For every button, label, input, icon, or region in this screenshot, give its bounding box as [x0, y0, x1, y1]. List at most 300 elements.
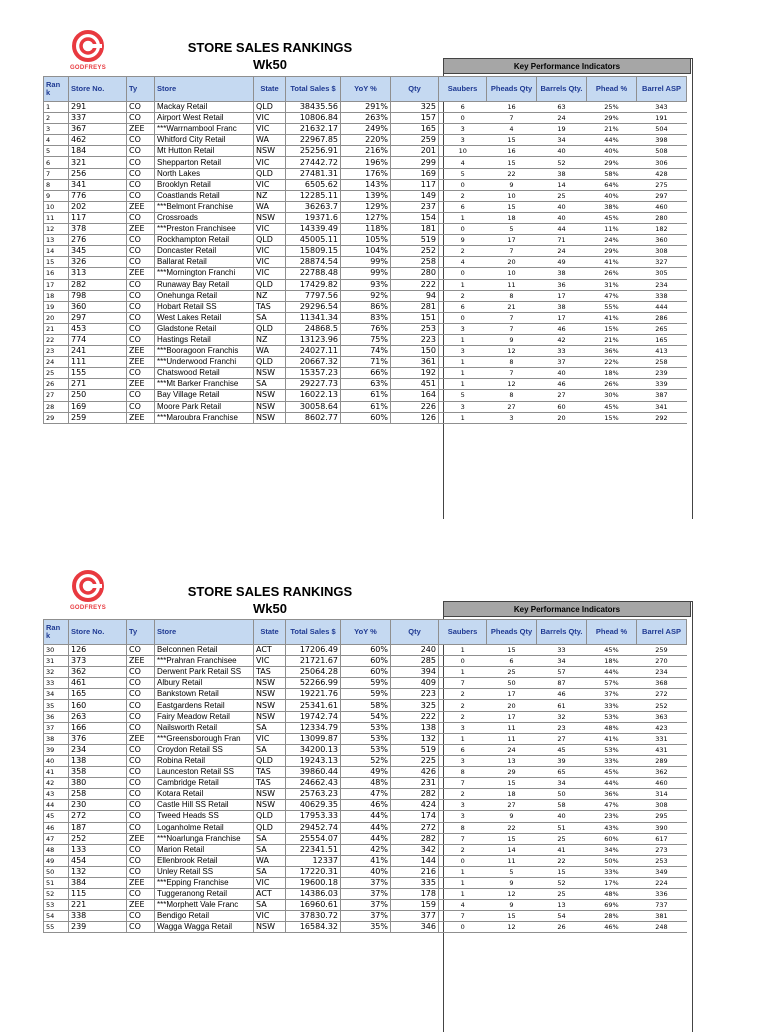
cell-saubers: 4: [439, 900, 487, 911]
cell-barrel-asp: 343: [637, 102, 687, 113]
cell-qty: 394: [391, 667, 439, 678]
cell-saubers: 3: [439, 755, 487, 766]
cell-state: NSW: [254, 212, 286, 223]
cell-store-no: 234: [69, 744, 127, 755]
cell-barrels-qty: 27: [537, 733, 587, 744]
cell-total-sales: 38435.56: [286, 102, 341, 113]
cell-barrel-asp: 224: [637, 877, 687, 888]
cell-barrels-qty: 58: [537, 800, 587, 811]
table-row: [44, 722, 687, 733]
cell-barrels-qty: 36: [537, 279, 587, 290]
cell-qty: 164: [391, 390, 439, 401]
cell-total-sales: 24662.43: [286, 778, 341, 789]
cell-rank: 43: [44, 789, 69, 800]
cell-barrels-qty: 33: [537, 645, 587, 656]
cell-phead-pct: 41%: [587, 312, 637, 323]
cell-barrels-qty: 49: [537, 257, 587, 268]
cell-total-sales: 17429.82: [286, 279, 341, 290]
cell-yoy: 220%: [341, 135, 391, 146]
cell-phead-pct: 18%: [587, 656, 637, 667]
cell-rank: 32: [44, 667, 69, 678]
table-row: [44, 877, 687, 888]
cell-saubers: 2: [439, 700, 487, 711]
cell-type: CO: [127, 401, 155, 412]
cell-store: ***Preston Franchisee: [155, 224, 254, 235]
cell-total-sales: 37830.72: [286, 911, 341, 922]
cell-pheads-qty: 50: [487, 678, 537, 689]
cell-store-no: 384: [69, 877, 127, 888]
cell-barrel-asp: 327: [637, 257, 687, 268]
column-header-phead-pct: Phead %: [587, 620, 637, 645]
cell-type: CO: [127, 711, 155, 722]
cell-barrels-qty: 65: [537, 767, 587, 778]
cell-total-sales: 19600.18: [286, 877, 341, 888]
column-header-pheads-qty: Pheads Qty: [487, 620, 537, 645]
cell-yoy: 76%: [341, 323, 391, 334]
cell-phead-pct: 40%: [587, 146, 637, 157]
cell-type: ZEE: [127, 201, 155, 212]
cell-barrels-qty: 54: [537, 911, 587, 922]
rankings-table: [43, 619, 687, 933]
cell-saubers: 0: [439, 268, 487, 279]
column-header-store: Store: [155, 77, 254, 102]
table-row: [44, 368, 687, 379]
cell-type: CO: [127, 246, 155, 257]
cell-store-no: 462: [69, 135, 127, 146]
report-title: STORE SALES RANKINGS: [187, 584, 353, 599]
cell-type: ZEE: [127, 224, 155, 235]
cell-total-sales: 12285.11: [286, 190, 341, 201]
cell-store: ***Belmont Franchise: [155, 201, 254, 212]
cell-barrel-asp: 390: [637, 822, 687, 833]
cell-saubers: 2: [439, 789, 487, 800]
cell-yoy: 143%: [341, 179, 391, 190]
cell-yoy: 139%: [341, 190, 391, 201]
column-header-store-no: Store No.: [69, 77, 127, 102]
cell-barrel-asp: 292: [637, 412, 687, 423]
cell-yoy: 52%: [341, 755, 391, 766]
cell-type: CO: [127, 235, 155, 246]
cell-type: CO: [127, 889, 155, 900]
cell-barrels-qty: 44: [537, 224, 587, 235]
cell-state: VIC: [254, 179, 286, 190]
cell-total-sales: 7797.56: [286, 290, 341, 301]
report-title: STORE SALES RANKINGS: [187, 40, 353, 55]
table-row: [44, 689, 687, 700]
cell-total-sales: 25341.61: [286, 700, 341, 711]
cell-phead-pct: 18%: [587, 368, 637, 379]
table-row: [44, 179, 687, 190]
cell-yoy: 196%: [341, 157, 391, 168]
cell-phead-pct: 37%: [587, 689, 637, 700]
cell-barrels-qty: 17: [537, 312, 587, 323]
cell-store-no: 250: [69, 390, 127, 401]
cell-qty: 149: [391, 190, 439, 201]
cell-store-no: 252: [69, 833, 127, 844]
cell-yoy: 48%: [341, 778, 391, 789]
cell-total-sales: 29227.73: [286, 379, 341, 390]
column-header-store: Store: [155, 620, 254, 645]
cell-store: Mackay Retail: [155, 102, 254, 113]
cell-store-no: 362: [69, 667, 127, 678]
cell-phead-pct: 36%: [587, 346, 637, 357]
cell-pheads-qty: 15: [487, 201, 537, 212]
cell-type: CO: [127, 190, 155, 201]
cell-store: Rockhampton Retail: [155, 235, 254, 246]
cell-yoy: 176%: [341, 168, 391, 179]
cell-rank: 25: [44, 368, 69, 379]
cell-type: CO: [127, 755, 155, 766]
cell-state: WA: [254, 346, 286, 357]
cell-total-sales: 25554.07: [286, 833, 341, 844]
cell-qty: 223: [391, 334, 439, 345]
cell-store: Chatswood Retail: [155, 368, 254, 379]
cell-pheads-qty: 9: [487, 811, 537, 822]
cell-store-no: 454: [69, 855, 127, 866]
cell-type: CO: [127, 722, 155, 733]
cell-barrel-asp: 398: [637, 135, 687, 146]
cell-barrels-qty: 39: [537, 755, 587, 766]
cell-state: VIC: [254, 656, 286, 667]
cell-saubers: 3: [439, 401, 487, 412]
cell-yoy: 46%: [341, 800, 391, 811]
cell-state: WA: [254, 855, 286, 866]
cell-pheads-qty: 11: [487, 855, 537, 866]
cell-store-no: 345: [69, 246, 127, 257]
cell-phead-pct: 33%: [587, 700, 637, 711]
table-row: [44, 190, 687, 201]
cell-type: CO: [127, 290, 155, 301]
cell-rank: 15: [44, 257, 69, 268]
cell-qty: 259: [391, 135, 439, 146]
cell-type: CO: [127, 667, 155, 678]
cell-barrels-qty: 41: [537, 844, 587, 855]
cell-pheads-qty: 7: [487, 246, 537, 257]
cell-yoy: 59%: [341, 689, 391, 700]
cell-qty: 240: [391, 645, 439, 656]
cell-barrel-asp: 182: [637, 224, 687, 235]
cell-saubers: 5: [439, 390, 487, 401]
cell-barrels-qty: 40: [537, 201, 587, 212]
cell-barrels-qty: 60: [537, 401, 587, 412]
cell-type: ZEE: [127, 268, 155, 279]
cell-total-sales: 22788.48: [286, 268, 341, 279]
cell-total-sales: 14339.49: [286, 224, 341, 235]
cell-saubers: 2: [439, 246, 487, 257]
table-row: [44, 767, 687, 778]
cell-barrel-asp: 286: [637, 312, 687, 323]
table-row: [44, 822, 687, 833]
kpi-header: Key Performance Indicators: [443, 58, 691, 74]
cell-rank: 41: [44, 767, 69, 778]
report-week: Wk50: [253, 601, 287, 616]
cell-state: NSW: [254, 800, 286, 811]
cell-type: CO: [127, 822, 155, 833]
cell-rank: 49: [44, 855, 69, 866]
cell-phead-pct: 17%: [587, 877, 637, 888]
cell-state: ACT: [254, 889, 286, 900]
cell-barrels-qty: 40: [537, 212, 587, 223]
cell-rank: 36: [44, 711, 69, 722]
cell-type: CO: [127, 168, 155, 179]
cell-barrels-qty: 17: [537, 290, 587, 301]
cell-pheads-qty: 15: [487, 911, 537, 922]
cell-pheads-qty: 16: [487, 146, 537, 157]
cell-qty: 225: [391, 755, 439, 766]
cell-state: NZ: [254, 190, 286, 201]
column-header-saubers: Saubers: [439, 620, 487, 645]
cell-store-no: 165: [69, 689, 127, 700]
cell-rank: 24: [44, 357, 69, 368]
brand-name: GODFREYS: [69, 65, 107, 71]
cell-saubers: 0: [439, 922, 487, 933]
cell-state: NSW: [254, 390, 286, 401]
cell-saubers: 1: [439, 645, 487, 656]
cell-yoy: 127%: [341, 212, 391, 223]
cell-store-no: 258: [69, 789, 127, 800]
cell-barrel-asp: 339: [637, 379, 687, 390]
table-row: [44, 645, 687, 656]
cell-phead-pct: 45%: [587, 767, 637, 778]
cell-saubers: 1: [439, 667, 487, 678]
cell-total-sales: 28874.54: [286, 257, 341, 268]
table-row: [44, 168, 687, 179]
cell-barrels-qty: 57: [537, 667, 587, 678]
cell-barrels-qty: 38: [537, 268, 587, 279]
cell-total-sales: 21632.17: [286, 124, 341, 135]
table-row: [44, 911, 687, 922]
cell-rank: 39: [44, 744, 69, 755]
cell-pheads-qty: 15: [487, 778, 537, 789]
cell-yoy: 61%: [341, 390, 391, 401]
cell-store: Nailsworth Retail: [155, 722, 254, 733]
cell-saubers: 1: [439, 866, 487, 877]
cell-pheads-qty: 15: [487, 833, 537, 844]
cell-store-no: 239: [69, 922, 127, 933]
table-row: [44, 811, 687, 822]
cell-state: NSW: [254, 146, 286, 157]
cell-total-sales: 25256.91: [286, 146, 341, 157]
cell-qty: 169: [391, 168, 439, 179]
cell-pheads-qty: 12: [487, 379, 537, 390]
cell-barrel-asp: 252: [637, 700, 687, 711]
cell-rank: 9: [44, 190, 69, 201]
cell-yoy: 99%: [341, 257, 391, 268]
cell-barrel-asp: 331: [637, 733, 687, 744]
cell-yoy: 53%: [341, 733, 391, 744]
cell-saubers: 7: [439, 778, 487, 789]
cell-yoy: 49%: [341, 767, 391, 778]
cell-store: Tuggeranong Retail: [155, 889, 254, 900]
cell-state: VIC: [254, 157, 286, 168]
table-row: [44, 290, 687, 301]
cell-phead-pct: 29%: [587, 157, 637, 168]
cell-total-sales: 8602.77: [286, 412, 341, 423]
cell-qty: 201: [391, 146, 439, 157]
cell-store-no: 160: [69, 700, 127, 711]
cell-store: ***Mt Barker Franchise: [155, 379, 254, 390]
table-row: [44, 224, 687, 235]
cell-saubers: 2: [439, 711, 487, 722]
cell-phead-pct: 38%: [587, 201, 637, 212]
cell-yoy: 60%: [341, 412, 391, 423]
cell-type: ZEE: [127, 733, 155, 744]
cell-yoy: 291%: [341, 102, 391, 113]
cell-store-no: 241: [69, 346, 127, 357]
cell-type: CO: [127, 135, 155, 146]
cell-pheads-qty: 16: [487, 102, 537, 113]
cell-phead-pct: 55%: [587, 301, 637, 312]
cell-phead-pct: 21%: [587, 334, 637, 345]
cell-state: QLD: [254, 235, 286, 246]
column-header-barrel-asp: Barrel ASP: [637, 77, 687, 102]
cell-type: CO: [127, 179, 155, 190]
cell-store: North Lakes: [155, 168, 254, 179]
cell-yoy: 44%: [341, 833, 391, 844]
cell-qty: 361: [391, 357, 439, 368]
cell-yoy: 99%: [341, 268, 391, 279]
cell-store: Mt Hutton Retail: [155, 146, 254, 157]
cell-store: ***Mornington Franchi: [155, 268, 254, 279]
cell-store: Belconnen Retail: [155, 645, 254, 656]
cell-store: Unley Retail SS: [155, 866, 254, 877]
cell-qty: 157: [391, 113, 439, 124]
cell-barrels-qty: 34: [537, 656, 587, 667]
cell-barrel-asp: 504: [637, 124, 687, 135]
cell-phead-pct: 23%: [587, 811, 637, 822]
cell-yoy: 75%: [341, 334, 391, 345]
cell-total-sales: 45005.11: [286, 235, 341, 246]
cell-yoy: 40%: [341, 866, 391, 877]
cell-phead-pct: 31%: [587, 279, 637, 290]
table-row: [44, 889, 687, 900]
cell-store-no: 326: [69, 257, 127, 268]
cell-saubers: 3: [439, 135, 487, 146]
cell-pheads-qty: 22: [487, 168, 537, 179]
cell-barrel-asp: 349: [637, 866, 687, 877]
cell-phead-pct: 58%: [587, 168, 637, 179]
cell-barrel-asp: 248: [637, 922, 687, 933]
cell-qty: 342: [391, 844, 439, 855]
cell-total-sales: 36263.7: [286, 201, 341, 212]
cell-barrels-qty: 25: [537, 833, 587, 844]
table-row: [44, 778, 687, 789]
table-row: [44, 379, 687, 390]
cell-pheads-qty: 12: [487, 889, 537, 900]
cell-store-no: 378: [69, 224, 127, 235]
table-row: [44, 323, 687, 334]
cell-saubers: 4: [439, 257, 487, 268]
cell-qty: 151: [391, 312, 439, 323]
cell-type: CO: [127, 866, 155, 877]
cell-store: Gladstone Retail: [155, 323, 254, 334]
cell-phead-pct: 44%: [587, 135, 637, 146]
cell-qty: 117: [391, 179, 439, 190]
cell-pheads-qty: 17: [487, 235, 537, 246]
cell-barrel-asp: 259: [637, 645, 687, 656]
cell-saubers: 6: [439, 301, 487, 312]
cell-qty: 154: [391, 212, 439, 223]
column-header-type: Ty: [127, 620, 155, 645]
cell-saubers: 1: [439, 379, 487, 390]
table-row: [44, 844, 687, 855]
cell-barrels-qty: 40: [537, 368, 587, 379]
cell-store: Eastgardens Retail: [155, 700, 254, 711]
cell-type: CO: [127, 778, 155, 789]
cell-total-sales: 17953.33: [286, 811, 341, 822]
cell-state: NZ: [254, 334, 286, 345]
cell-barrel-asp: 362: [637, 767, 687, 778]
cell-saubers: 1: [439, 279, 487, 290]
cell-store-no: 132: [69, 866, 127, 877]
cell-phead-pct: 69%: [587, 900, 637, 911]
cell-saubers: 1: [439, 412, 487, 423]
cell-pheads-qty: 9: [487, 877, 537, 888]
cell-rank: 54: [44, 911, 69, 922]
cell-qty: 165: [391, 124, 439, 135]
cell-qty: 231: [391, 778, 439, 789]
cell-phead-pct: 45%: [587, 401, 637, 412]
table-row: [44, 855, 687, 866]
cell-type: CO: [127, 334, 155, 345]
cell-type: CO: [127, 767, 155, 778]
cell-pheads-qty: 9: [487, 179, 537, 190]
cell-rank: 3: [44, 124, 69, 135]
cell-phead-pct: 45%: [587, 212, 637, 223]
cell-rank: 18: [44, 290, 69, 301]
cell-barrel-asp: 387: [637, 390, 687, 401]
cell-barrel-asp: 431: [637, 744, 687, 755]
cell-phead-pct: 11%: [587, 224, 637, 235]
table-header-row: [44, 77, 687, 102]
cell-store: ***Morphett Vale Franc: [155, 900, 254, 911]
cell-total-sales: 27442.72: [286, 157, 341, 168]
cell-qty: 132: [391, 733, 439, 744]
column-header-store-no: Store No.: [69, 620, 127, 645]
cell-qty: 159: [391, 900, 439, 911]
cell-barrel-asp: 297: [637, 190, 687, 201]
cell-pheads-qty: 15: [487, 157, 537, 168]
cell-type: CO: [127, 911, 155, 922]
cell-store-no: 115: [69, 889, 127, 900]
cell-store-no: 187: [69, 822, 127, 833]
swirl-logo-icon: [72, 570, 104, 602]
cell-barrel-asp: 165: [637, 334, 687, 345]
cell-state: QLD: [254, 357, 286, 368]
cell-phead-pct: 29%: [587, 113, 637, 124]
cell-qty: 426: [391, 767, 439, 778]
table-row: [44, 357, 687, 368]
cell-rank: 29: [44, 412, 69, 423]
cell-saubers: 7: [439, 833, 487, 844]
cell-barrels-qty: 40: [537, 146, 587, 157]
cell-rank: 47: [44, 833, 69, 844]
cell-pheads-qty: 6: [487, 656, 537, 667]
cell-pheads-qty: 7: [487, 113, 537, 124]
cell-pheads-qty: 27: [487, 401, 537, 412]
cell-qty: 144: [391, 855, 439, 866]
cell-total-sales: 16022.13: [286, 390, 341, 401]
cell-store-no: 259: [69, 412, 127, 423]
cell-phead-pct: 26%: [587, 379, 637, 390]
cell-yoy: 249%: [341, 124, 391, 135]
cell-yoy: 118%: [341, 224, 391, 235]
column-header-total-sales: Total Sales $: [286, 77, 341, 102]
cell-store: Brooklyn Retail: [155, 179, 254, 190]
cell-phead-pct: 41%: [587, 733, 637, 744]
cell-rank: 2: [44, 113, 69, 124]
cell-store-no: 138: [69, 755, 127, 766]
